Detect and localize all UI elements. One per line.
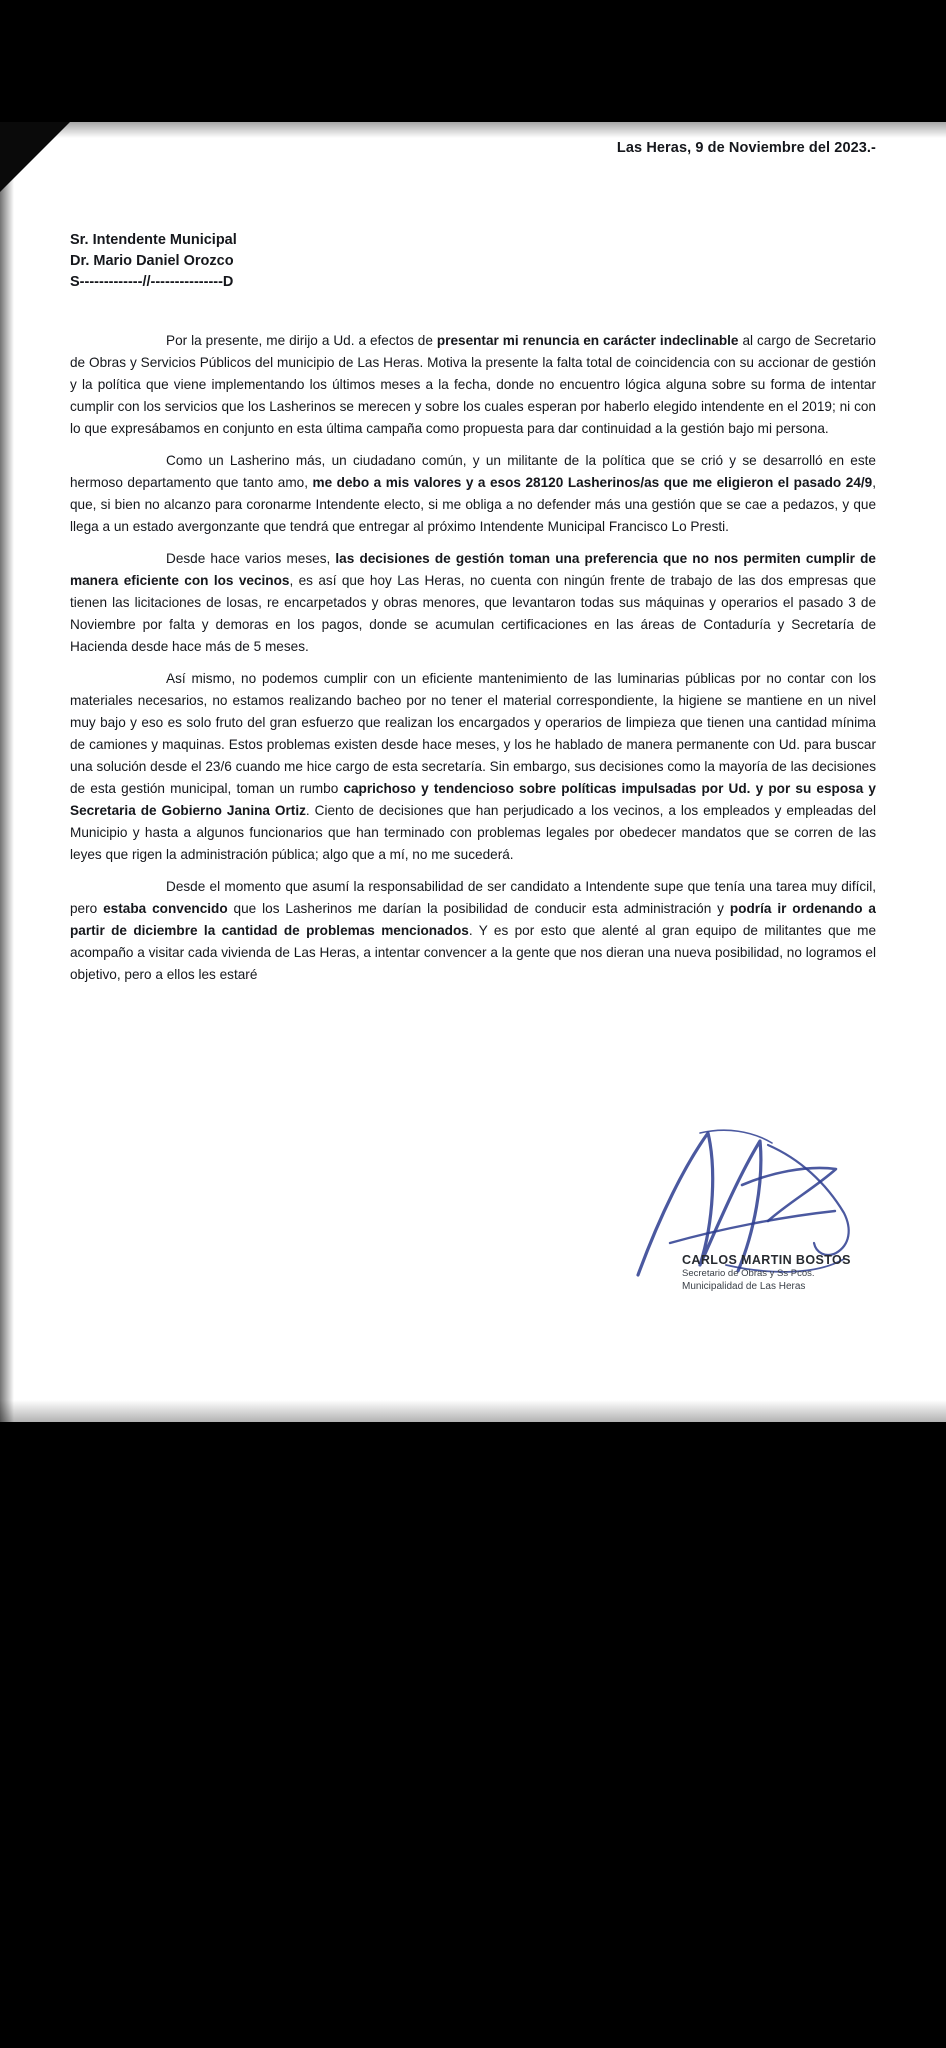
signature-name: CARLOS MARTIN BOSTOS — [682, 1253, 851, 1267]
document-date: Las Heras, 9 de Noviembre del 2023.- — [616, 140, 876, 156]
paper-bottom-shadow — [0, 1400, 946, 1422]
emphasis-text: me debo a mis valores y a esos 28120 Lasherinos/as que me eligieron el pasado 24/9 — [312, 475, 873, 491]
body-text-run: Como un Lasherino más, un ciudadano común, y un militante de la política que se crió y se desarrolló en este hermoso departamento que tanto amo, — [70, 453, 876, 491]
emphasis-text: estaba convencido — [103, 901, 228, 917]
addressee-line-2: Dr. Mario Daniel Orozco — [70, 253, 234, 270]
paper-left-shadow — [0, 122, 14, 1422]
signature-title: Secretario de Obras y Ss Pcos. — [682, 1268, 815, 1279]
addressee-line-3: S-------------//---------------D — [70, 274, 234, 291]
letter-body — [70, 330, 876, 986]
letter-paragraph — [70, 876, 876, 986]
emphasis-text: las decisiones de gestión toman una preferencia que no nos permiten cumplir de manera eficiente con los vecinos — [70, 551, 876, 589]
body-text-run: . Y es por esto que alenté al gran equipo de militantes que me acompaño a visitar cada vivienda de Las Heras, a intentar convencer a la gente que nos dieran una nueva posibilidad, no logramos el objetivo, pero a ellos les estaré — [70, 923, 877, 983]
emphasis-text: presentar mi renuncia en carácter indeclinable — [436, 333, 739, 348]
body-text-run: al cargo de Secretario de Obras y Servicios Públicos del municipio de Las Heras. Motiva la presente la falta total de coincidencia con su accionar de gestión y la política que viene implementando los últimos meses a la fecha, donde no encuentro lógica alguna sobre su forma de intentar cumplir con los servicios que los Lasherinos se merecen y sobre los cuales esperan por haberlo elegido intendente en el 2019; ni con lo que expresábamos en conjunto en esta última campaña como propuesta para dar continuidad a la gestión bajo mi persona. — [70, 333, 876, 437]
emphasis-text: podría ir ordenando a partir de diciembre la cantidad de problemas mencionados — [70, 901, 876, 939]
letter-paragraph — [70, 668, 876, 866]
document-content — [70, 0, 876, 1300]
addressee-line-1: Sr. Intendente Municipal — [70, 232, 237, 248]
body-text-run: , es así que hoy Las Heras, no cuenta con ningún frente de trabajo de las dos empresas que tienen las licitaciones de losas, re encarpetados y obras menores, que levantaron todas sus máquinas y operarios el pasado 3 de Noviembre por falta y demoras en los pagos, donde se acumulan certificaciones en las áreas de Contaduría y Secretaría de Hacienda desde hace más de 5 meses. — [70, 573, 876, 655]
emphasis-text: caprichoso y tendencioso sobre políticas impulsadas por Ud. y por su esposa y Secretaria de Gobierno Janina Ortiz — [70, 781, 876, 819]
body-text-run: , que, si bien no alcanzo para coronarme Intendente electo, si me obliga a no defender más una gestión que se cae a pedazos, y que llega a un estado avergonzante que tendrá que entregar al próximo Intendente Municipal Francisco Lo Presti. — [70, 475, 876, 535]
letter-paragraph — [70, 548, 876, 658]
body-text-run: Por la presente, me dirijo a Ud. a efectos de — [166, 333, 437, 348]
letter-paragraph — [70, 450, 876, 538]
addressee-block — [70, 230, 237, 293]
body-text-run: Desde hace varios meses, — [166, 551, 336, 567]
body-text-run: Así mismo, no podemos cumplir con un eficiente mantenimiento de las luminarias públicas por no contar con los materiales necesarios, no estamos realizando bacheo por no tener el material correspondiente, la higiene se mantiene en un nivel muy bajo y eso es solo fruto del gran esfuerzo que realizan los encargados y operarios de limpieza que tienen una cantidad mínima de camiones y maquinas. Estos problemas existen desde hace meses, y los he hablado de manera permanente con Ud. para buscar una solución desde el 23/6 cuando me hice cargo de esta secretaría. Sin embargo, sus decisiones como la mayoría de las decisiones de esta gestión municipal, toman un rumbo — [70, 671, 876, 797]
body-text-run: Desde el momento que asumí la responsabilidad de ser candidato a Intendente supe que tenía una tarea muy difícil, pero — [70, 879, 876, 917]
letter-paragraph — [70, 330, 876, 440]
body-text-run: . Ciento de decisiones que han perjudicado a los vecinos, a los empleados y empleadas del Municipio y hasta a algunos funcionarios que han terminado con problemas legales por obedecer mandatos que se corren de las leyes que rigen la administración pública; algo que a mí, no me sucederá. — [70, 803, 876, 863]
body-text-run: que los Lasherinos me darían la posibilidad de conducir esta administración y — [227, 901, 730, 917]
signature-organization: Municipalidad de Las Heras — [682, 1281, 806, 1292]
